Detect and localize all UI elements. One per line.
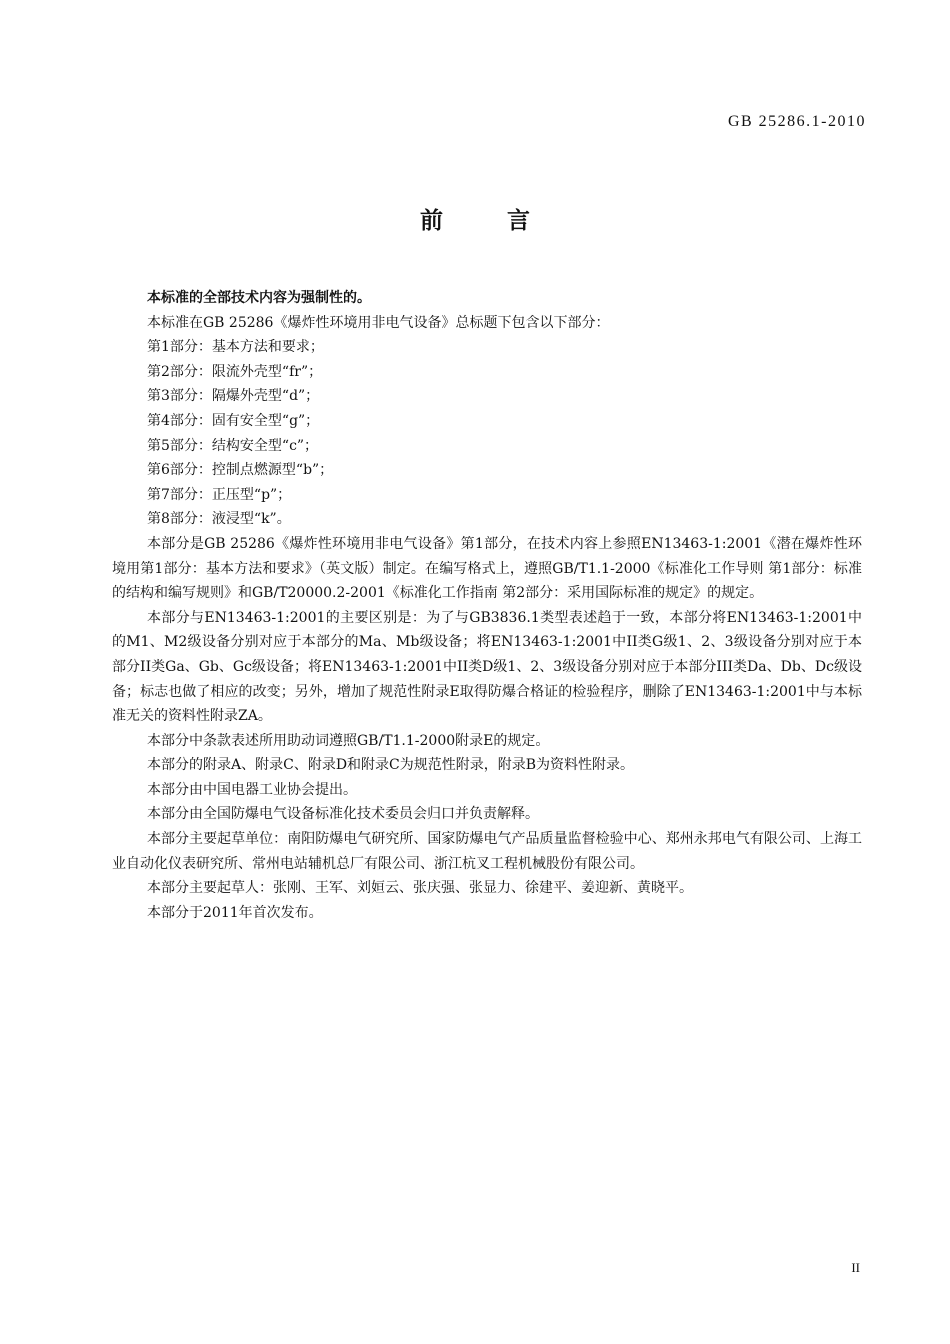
list-item: 第3部分：隔爆外壳型“d”； [147,388,320,405]
list-item: 第5部分：结构安全型“c”； [147,437,319,454]
list-item: 第8部分：液浸型“k”。 [147,511,291,528]
paragraph: 本部分由中国电器工业协会提出。 [147,781,357,798]
page-title: 前言 [420,208,594,234]
paragraph: 本标准在GB 25286《爆炸性环境用非电气设备》总标题下包含以下部分： [147,314,610,331]
paragraph: 本部分中条款表述所用助动词遵照GB/T1.1-2000附录E的规定。 [147,732,550,749]
paragraph: 本部分主要起草单位：南阳防爆电气研究所、国家防爆电气产品质量监督检验中心、郑州永邦电气有限公司、上海工业自动化仪表研究所、常州电站辅机总厂有限公司、浙江杭叉工程机械股份有限公司。 [112,831,862,872]
paragraph: 本部分由全国防爆电气设备标准化技术委员会归口并负责解释。 [147,806,539,823]
body-text [112,286,862,925]
list-item: 第7部分：正压型“p”； [147,486,292,503]
list-item: 第4部分：固有安全型“g”； [147,412,320,429]
document-number: GB 25286.1-2010 [727,113,866,130]
list-item: 第6部分：控制点燃源型“b”； [147,462,334,479]
paragraph: 本部分于2011年首次发布。 [147,904,323,921]
page-number: II [851,1260,860,1275]
paragraph: 本部分主要起草人：张刚、王军、刘姮云、张庆强、张显力、徐建平、姜迎新、黄晓平。 [147,880,693,897]
paragraph: 本标准的全部技术内容为强制性的。 [147,290,371,306]
list-item: 第2部分：限流外壳型“fr”； [147,363,323,380]
paragraph: 本部分是GB 25286《爆炸性环境用非电气设备》第1部分，在技术内容上参照EN13463-1:2001《潜在爆炸性环境用第1部分：基本方法和要求》（英文版）制定。在编写格式上，遵照GB/T1.1-2000《标准化工作导则 第1部分：标准的结构和编写规则》和GB/T20000.2-2001《标准化工作指南 第2部分：采用国际标准的规定》的规定。 [112,535,862,602]
list-item: 第1部分：基本方法和要求； [147,339,324,356]
paragraph: 本部分与EN13463-1:2001的主要区别是：为了与GB3836.1类型表述趋于一致，本部分将EN13463-1:2001中的M1、M2级设备分别对应于本部分的Ma、Mb级设备；将EN13463-1:2001中II类G级1、2、3级设备分别对应于本部分II类Ga、Gb、Gc级设备；将EN13463-1:2001中II类D级1、2、3级设备分别对应于本部分III类Da、Db、Dc级设备；标志也做了相应的改变；另外，增加了规范性附录E取得防爆合格证的检验程序，删除了EN13463-1:2001中与本标准无关的资料性附录ZA。 [112,609,862,725]
paragraph: 本部分的附录A、附录C、附录D和附录C为规范性附录，附录B为资料性附录。 [147,757,635,774]
